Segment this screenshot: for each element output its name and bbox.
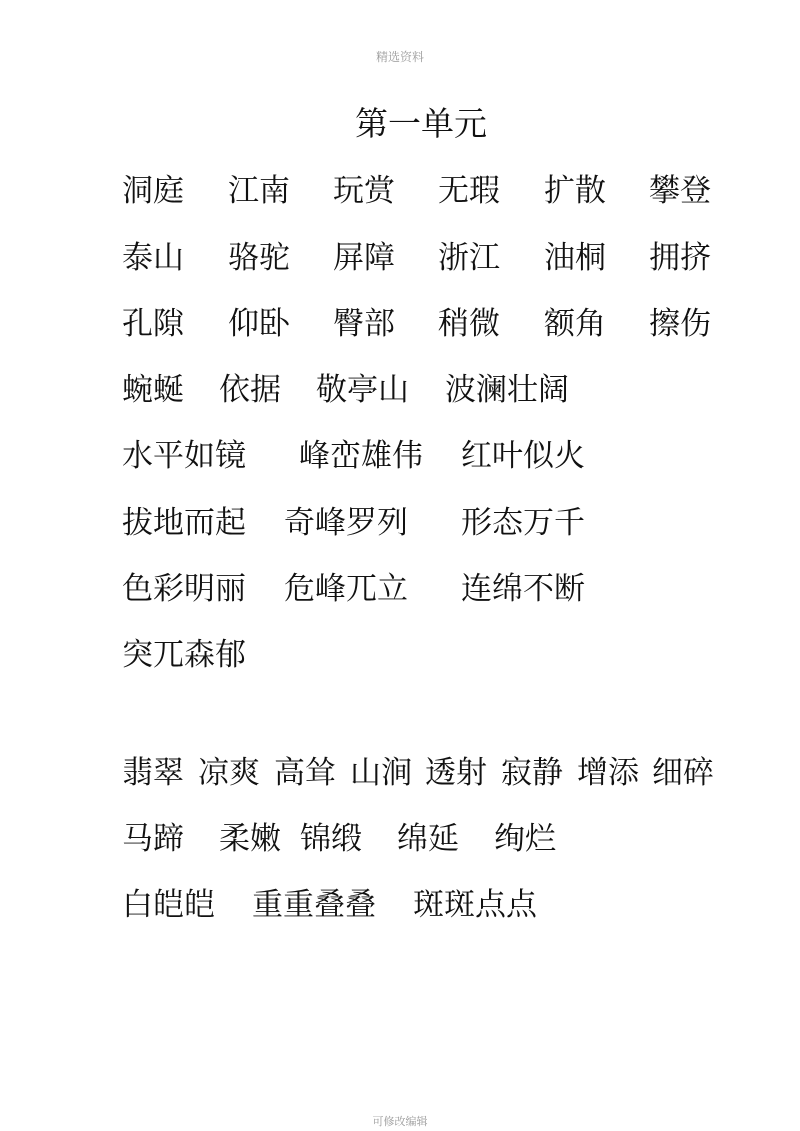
vocab-word: 增添 xyxy=(577,755,639,791)
vocab-word: 骆驼 xyxy=(228,240,290,276)
vocab-word: 细碎 xyxy=(652,755,714,791)
unit-title: 第一单元 xyxy=(355,104,487,143)
vocab-word: 寂静 xyxy=(501,755,563,791)
vocab-word: 油桐 xyxy=(544,240,606,276)
vocab-word: 浙江 xyxy=(438,240,500,276)
vocab-word: 马蹄 xyxy=(122,821,184,857)
vocab-word: 泰山 xyxy=(122,240,184,276)
vocab-word: 斑斑点点 xyxy=(413,887,537,923)
vocab-word: 连绵不断 xyxy=(461,571,585,607)
vocab-word: 形态万千 xyxy=(461,505,585,541)
vocab-word: 仰卧 xyxy=(228,306,290,342)
vocab-word: 攀登 xyxy=(649,173,711,209)
vocab-word: 山涧 xyxy=(350,755,412,791)
vocab-word: 凉爽 xyxy=(198,755,260,791)
vocab-word: 高耸 xyxy=(274,755,336,791)
vocab-word: 水平如镜 xyxy=(122,438,246,474)
vocab-word: 屏障 xyxy=(333,240,395,276)
vocab-word: 拔地而起 xyxy=(122,505,246,541)
vocab-word: 洞庭 xyxy=(122,173,184,209)
vocab-word: 柔嫩 xyxy=(219,821,281,857)
vocab-word: 臀部 xyxy=(333,306,395,342)
vocab-word: 突兀森郁 xyxy=(122,637,246,673)
vocab-word: 红叶似火 xyxy=(461,438,585,474)
header-note: 精选资料 xyxy=(375,50,424,64)
vocab-word: 无瑕 xyxy=(438,173,500,209)
vocab-word: 依据 xyxy=(219,372,281,408)
vocab-word: 色彩明丽 xyxy=(122,571,246,607)
vocab-word: 翡翠 xyxy=(122,755,184,791)
vocab-word: 敬亭山 xyxy=(316,372,409,408)
vocab-word: 额角 xyxy=(544,306,606,342)
vocab-word: 波澜壮阔 xyxy=(445,372,569,408)
vocab-word: 稍微 xyxy=(438,306,500,342)
vocab-word: 白皑皑 xyxy=(122,887,215,923)
vocab-word: 擦伤 xyxy=(649,306,711,342)
vocab-word: 峰峦雄伟 xyxy=(299,438,423,474)
vocab-word: 绵延 xyxy=(397,821,459,857)
vocab-word: 绚烂 xyxy=(494,821,556,857)
vocab-word: 危峰兀立 xyxy=(284,571,408,607)
footer-note: 可修改编辑 xyxy=(372,1115,428,1128)
vocab-word: 江南 xyxy=(228,173,290,209)
vocab-word: 奇峰罗列 xyxy=(284,505,408,541)
vocab-word: 扩散 xyxy=(544,173,606,209)
vocab-word: 锦缎 xyxy=(300,821,362,857)
vocab-word: 蜿蜒 xyxy=(122,372,184,408)
vocab-word: 孔隙 xyxy=(122,306,184,342)
vocab-word: 透射 xyxy=(425,755,487,791)
vocab-word: 拥挤 xyxy=(649,240,711,276)
vocab-word: 重重叠叠 xyxy=(252,887,376,923)
vocab-word: 玩赏 xyxy=(333,173,395,209)
